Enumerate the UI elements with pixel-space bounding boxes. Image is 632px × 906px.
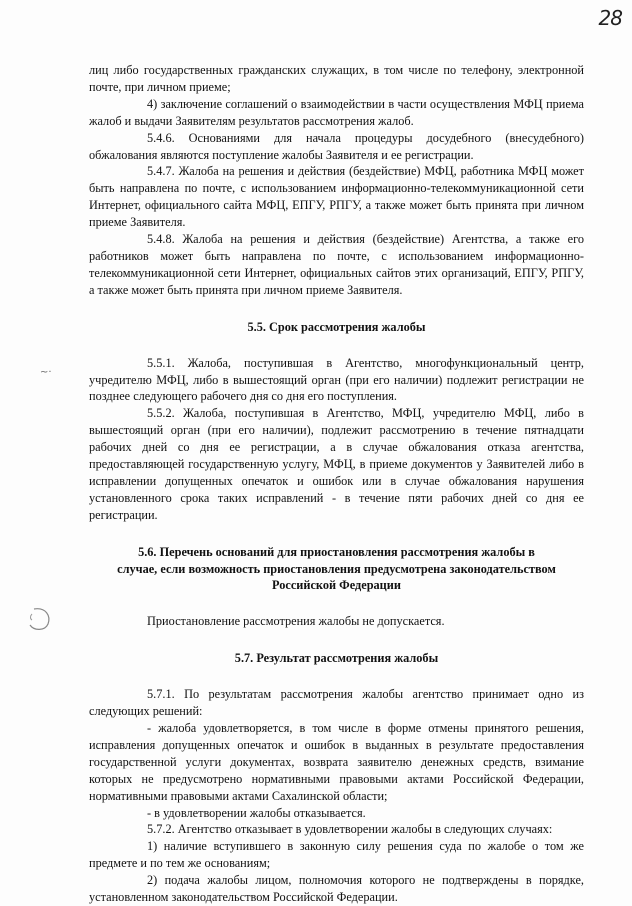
heading-line: Российской Федерации <box>272 578 401 593</box>
paragraph-5-7-2: 5.7.2. Агентство отказывает в удовлетворении жалобы в следующих случаях: <box>147 822 553 837</box>
paragraph-refusal-reason-1: 1) наличие вступившего в законную силу решения суда по жалобе о том же предмете и по тем же основаниям; <box>89 839 584 871</box>
section-heading-5-6 <box>89 544 584 595</box>
paragraph-item-4: 4) заключение соглашений о взаимодействии в части осуществления МФЦ приема жалоб и выдачи Заявителям результатов рассмотрения жалоб. <box>89 96 584 128</box>
hole-punch-mark <box>26 606 52 632</box>
paragraph-decision-satisfy: - жалоба удовлетворяется, в том числе в форме отмены принятого решения, исправления допущенных опечаток и ошибок в выданных в результате предоставления государственной услуги документах, возврата заявителю денежных средств, взимание которых не предусмотрено нормативными правовыми актами Российской Федерации, нормативными правовыми актами Сахалинской области; <box>89 721 584 803</box>
heading-line: 5.6. Перечень оснований для приостановления рассмотрения жалобы в <box>138 544 535 559</box>
paragraph-decision-refuse: - в удовлетворении жалобы отказывается. <box>147 805 366 820</box>
paragraph-5-4-7: 5.4.7. Жалоба на решения и действия (бездействие) МФЦ, работника МФЦ может быть направлена по почте, с использованием информационно-телекоммуникационной сети Интернет, официального сайта МФЦ, ЕПГУ, РПГУ, а также может быть принята при личном приеме Заявителя. <box>89 164 584 230</box>
heading-line: случае, если возможность приостановления предусмотрена законодательством <box>117 561 556 576</box>
paragraph-refusal-reason-2: 2) подача жалобы лицом, полномочия которого не подтверждены в порядке, установленном законодательством Российской Федерации. <box>89 873 584 905</box>
document-body <box>89 62 584 906</box>
section-heading-5-5: 5.5. Срок рассмотрения жалобы <box>247 319 426 334</box>
paragraph-5-5-1: 5.5.1. Жалоба, поступившая в Агентство, многофункциональный центр, учредителю МФЦ, либо в вышестоящий орган (при его наличии) подлежит регистрации не позднее следующего рабочего дня со дня его поступления. <box>89 355 584 404</box>
section-heading-5-7: 5.7. Результат рассмотрения жалобы <box>234 651 439 666</box>
paragraph-continuation: лиц либо государственных гражданских служащих, в том числе по телефону, электронной почте, при личном приеме; <box>89 63 584 94</box>
margin-mark: ~· <box>40 367 52 378</box>
paragraph-5-4-8: 5.4.8. Жалоба на решения и действия (бездействие) Агентства, а также его работников может быть направлена по почте, с использованием информационно-телекоммуникационной сети Интернет, официальных сайтов этих организаций, ЕПГУ, РПГУ, а также может быть принята при личном приеме Заявителя. <box>89 232 584 297</box>
paragraph-5-4-6: 5.4.6. Основаниями для начала процедуры досудебного (внесудебного) обжалования являются поступление жалобы Заявителя и ее регистрации. <box>89 130 584 162</box>
paragraph-5-5-2: 5.5.2. Жалоба, поступившая в Агентство, МФЦ, учредителю МФЦ, либо в вышестоящий орган (при его наличии), подлежит рассмотрению в течение пятнадцати рабочих дней со дня ее регистрации, а в случае обжалования отказа агентства, предоставляющей государственную услугу, МФЦ, в приеме документов у Заявителей либо в исправлении допущенных опечаток и ошибок или в случае обжалования нарушения установленного срока таких исправлений - в течение пяти рабочих дней со дня ее регистрации. <box>89 406 584 522</box>
paragraph-5-7-1: 5.7.1. По результатам рассмотрения жалобы агентство принимает одно из следующих решений: <box>89 687 584 719</box>
paragraph-5-6-text: Приостановление рассмотрения жалобы не допускается. <box>147 614 445 629</box>
page-number: 28 <box>598 6 622 30</box>
